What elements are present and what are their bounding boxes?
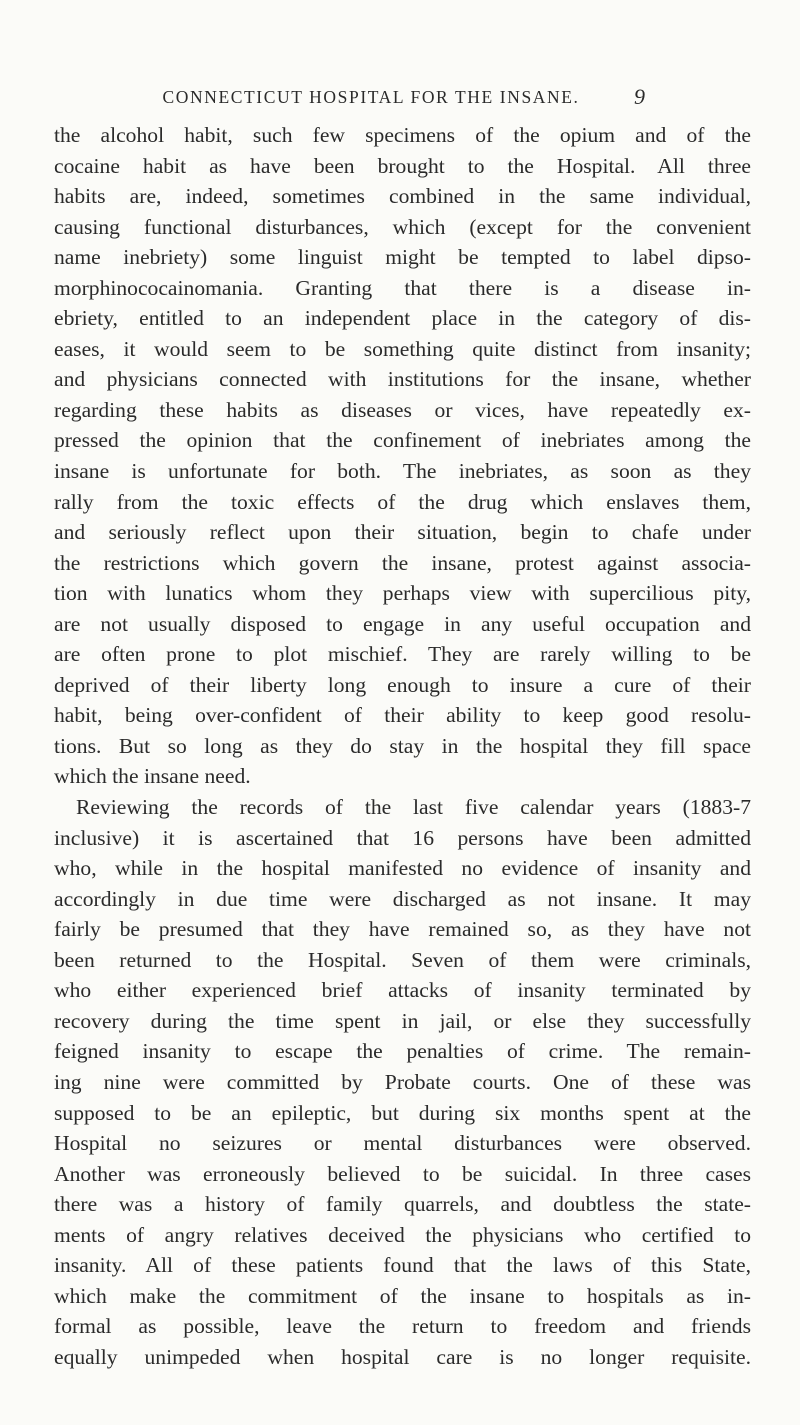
text-line: the restrictions which govern the insane, protest against associa-: [54, 550, 751, 575]
text-line: eases, it would seem to be something quite distinct from insanity;: [54, 336, 751, 361]
text-line: who either experienced brief attacks of insanity terminated by: [54, 978, 751, 1003]
text-line: fairly be presumed that they have remained so, as they have not: [54, 917, 751, 942]
text-line: which the insane need.: [54, 764, 251, 789]
text-line: ments of angry relatives deceived the physicians who certified to: [54, 1222, 751, 1247]
text-line: regarding these habits as diseases or vices, have repeatedly ex-: [54, 397, 751, 422]
text-line: supposed to be an epileptic, but during six months spent at the: [54, 1100, 751, 1125]
text-line: and seriously reflect upon their situation, begin to chafe under: [54, 520, 751, 545]
text-line: cocaine habit as have been brought to the Hospital. All three: [54, 153, 751, 178]
text-line: Another was erroneously believed to be suicidal. In three cases: [54, 1161, 751, 1186]
text-line: recovery during the time spent in jail, or else they successfully: [54, 1008, 751, 1033]
text-line: causing functional disturbances, which (except for the convenient: [54, 214, 751, 239]
text-line: are often prone to plot mischief. They are rarely willing to be: [54, 642, 751, 667]
text-line: formal as possible, leave the return to freedom and friends: [54, 1314, 751, 1339]
text-line: inclusive) it is ascertained that 16 persons have been admitted: [54, 825, 751, 850]
text-line: are not usually disposed to engage in any useful occupation and: [54, 611, 751, 636]
text-line: tions. But so long as they do stay in the hospital they fill space: [54, 733, 751, 758]
text-line: and physicians connected with institutions for the insane, whether: [54, 367, 751, 392]
paragraph: [54, 120, 751, 792]
paragraph: [54, 792, 751, 1372]
text-line: insane is unfortunate for both. The inebriates, as soon as they: [54, 459, 751, 484]
text-line: ebriety, entitled to an independent place in the category of dis-: [54, 306, 751, 331]
text-line: there was a history of family quarrels, and doubtless the state-: [54, 1192, 751, 1217]
text-line: accordingly in due time were discharged as not insane. It may: [54, 886, 751, 911]
text-line: morphinococainomania. Granting that there is a disease in-: [54, 275, 751, 300]
text-line: habit, being over-confident of their ability to keep good resolu-: [54, 703, 751, 728]
text-line: name inebriety) some linguist might be tempted to label dipso-: [54, 245, 751, 270]
text-line: deprived of their liberty long enough to insure a cure of their: [54, 672, 751, 697]
text-line: habits are, indeed, sometimes combined in the same individual,: [54, 184, 751, 209]
text-line: which make the commitment of the insane to hospitals as in-: [54, 1283, 751, 1308]
text-line: equally unimpeded when hospital care is no longer requisite.: [54, 1344, 751, 1369]
text-line: pressed the opinion that the confinement of inebriates among the: [54, 428, 751, 453]
text-line: been returned to the Hospital. Seven of them were criminals,: [54, 947, 751, 972]
text-line: Reviewing the records of the last five calendar years (1883-7: [76, 795, 751, 820]
text-line: the alcohol habit, such few specimens of the opium and of the: [54, 123, 751, 147]
text-line: tion with lunatics whom they perhaps view with supercilious pity,: [54, 581, 751, 606]
page-number: 9: [634, 84, 645, 109]
text-line: insanity. All of these patients found that the laws of this State,: [54, 1253, 751, 1278]
text-line: feigned insanity to escape the penalties of crime. The remain-: [54, 1039, 751, 1064]
text-line: Hospital no seizures or mental disturbances were observed.: [54, 1131, 751, 1156]
body-text: [54, 120, 751, 1372]
text-line: who, while in the hospital manifested no evidence of insanity and: [54, 856, 751, 881]
running-head: CONNECTICUT HOSPITAL FOR THE INSANE.: [162, 87, 580, 107]
text-line: ing nine were committed by Probate courts. One of these was: [54, 1069, 751, 1094]
text-line: rally from the toxic effects of the drug which enslaves them,: [54, 489, 751, 514]
